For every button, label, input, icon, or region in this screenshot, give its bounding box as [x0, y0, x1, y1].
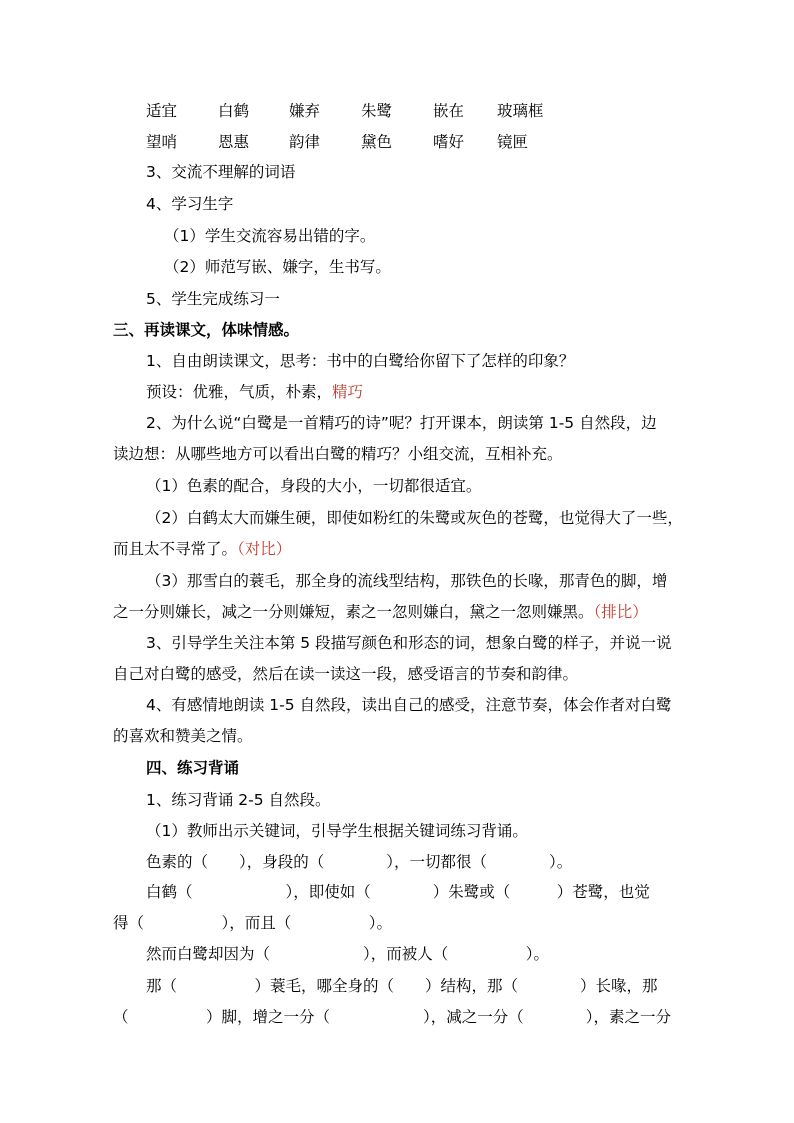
section-3-item-1: 1、自由朗读课文，思考：书中的白鹭给你留下了怎样的印象？ — [146, 352, 575, 370]
section-3-item-4: 4、有感情地朗读 1-5 自然段，读出自己的感受，注意节奏，体会作者对白鹭 — [146, 696, 672, 714]
section-3-item-2: 2、为什么说“白鹭是一首精巧的诗”呢？打开课本，朗读第 1-5 自然段，边 — [146, 414, 657, 432]
point-3-cont — [113, 601, 648, 623]
vocab-word: 嫌弃 — [289, 102, 321, 120]
vocab-word: 适宜 — [146, 102, 178, 120]
step-4: 4、学习生字 — [146, 195, 234, 213]
vocab-word: 嵌在 — [433, 102, 465, 120]
point-3-text: 之一分则嫌长，减之一分则嫌短，素之一忽则嫌白，黛之一忽则嫌黑。 — [113, 603, 594, 621]
section-3-item-3: 3、引导学生关注本第 5 段描写颜色和形态的词，想象白鹭的样子，并说一说 — [146, 634, 672, 652]
preset-answer — [146, 381, 363, 403]
vocab-word: 朱鹭 — [361, 102, 393, 120]
step-4-2: （2）师范写嵌、嫌字，生书写。 — [164, 258, 391, 276]
fill-blank-2-cont: 得（ ），而且（ ）。 — [113, 914, 393, 932]
preset-highlight: 精巧 — [332, 383, 364, 401]
point-2-cont — [113, 538, 291, 560]
step-3: 3、交流不理解的词语 — [146, 163, 296, 181]
vocab-word: 镜匣 — [497, 133, 529, 151]
point-3-tag: （排比） — [593, 603, 648, 621]
fill-blank-1: 色素的（ ），身段的（ ），一切都很（ ）。 — [146, 853, 573, 871]
point-3: （3）那雪白的蓑毛，那全身的流线型结构，那铁色的长喙，那青色的脚，增 — [146, 572, 668, 590]
fill-blank-4-cont: （ ）脚，增之一分（ ），减之一分（ ），素之一分 — [113, 1008, 672, 1026]
point-1: （1）色素的配合，身段的大小，一切都很适宜。 — [146, 477, 482, 495]
vocab-word: 嗜好 — [433, 133, 465, 151]
vocab-word: 望哨 — [146, 133, 178, 151]
fill-blank-3: 然而白鹭却因为（ ），而被人（ ）。 — [146, 945, 550, 963]
section-3-item-3-cont: 自己对白鹭的感受，然后在读一读这一段，感受语言的节奏和韵律。 — [113, 665, 579, 683]
vocab-word: 玻璃框 — [497, 102, 544, 120]
vocab-word: 黛色 — [361, 133, 393, 151]
section-3-item-4-cont: 的喜欢和赞美之情。 — [113, 727, 253, 745]
section-4-item-1-1: （1）教师出示关键词，引导学生根据关键词练习背诵。 — [146, 822, 528, 840]
section-3-item-2-cont: 读边想：从哪些地方可以看出白鹭的精巧？小组交流，互相补充。 — [113, 445, 563, 463]
section-4-item-1: 1、练习背诵 2-5 自然段。 — [146, 791, 331, 809]
point-2-text: 而且太不寻常了。 — [113, 540, 238, 558]
step-5: 5、学生完成练习一 — [146, 290, 280, 308]
vocab-word: 韵律 — [289, 133, 321, 151]
fill-blank-4: 那（ ）蓑毛，哪全身的（ ）结构，那（ ）长喙，那 — [146, 977, 658, 995]
fill-blank-2: 白鹤（ ），即使如（ ）朱鹭或（ ）苍鹭，也觉 — [146, 883, 650, 901]
preset-text: 预设：优雅，气质，朴素， — [146, 383, 333, 401]
vocab-word: 白鹤 — [218, 102, 250, 120]
step-4-1: （1）学生交流容易出错的字。 — [164, 227, 376, 245]
vocab-word: 恩惠 — [218, 133, 250, 151]
section-3-heading: 三、再读课文，体味情感。 — [113, 321, 300, 339]
section-4-heading: 四、练习背诵 — [146, 759, 240, 777]
point-2: （2）白鹤太大而嫌生硬，即使如粉红的朱鹭或灰色的苍鹭，也觉得大了一些， — [146, 509, 683, 527]
point-2-tag: （对比） — [237, 540, 292, 558]
